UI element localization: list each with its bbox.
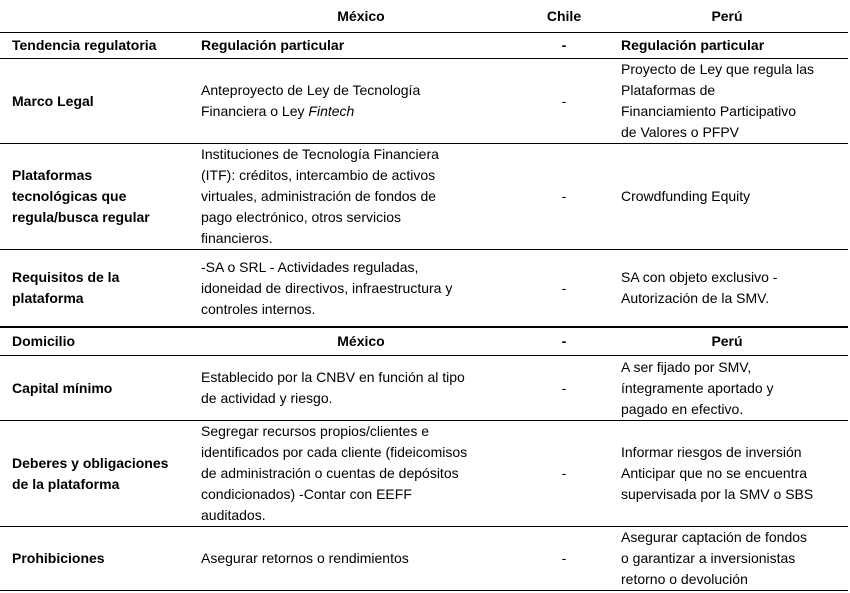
row-label-prohibiciones: Prohibiciones (12, 550, 105, 566)
mexico-marco-prefix: Anteproyecto de Ley de Tecnología Financiera o Ley (201, 82, 421, 119)
mexico-tendencia: Regulación particular (201, 37, 345, 53)
chile-plataformas: - (561, 188, 567, 204)
header-chile: Chile (546, 7, 582, 24)
header-peru: Perú (711, 7, 743, 24)
peru-plataformas: Crowdfunding Equity (621, 188, 751, 204)
mexico-marco (201, 59, 521, 143)
peru-requisitos: SA con objeto exclusivo - Autorización de la SMV. (621, 269, 778, 306)
header-mexico: México (337, 7, 385, 24)
row-label-plataformas: Plataformas tecnológicas que regula/busca regular (12, 167, 150, 225)
mexico-domicilio: México (337, 333, 385, 349)
mexico-deberes: Segregar recursos propios/clientes e identificados por cada cliente (fideicomisos de administración o cuentas de depósitos condicionados) -Contar con EEFF auditados. (201, 423, 468, 523)
peru-capital: A ser fijado por SMV, íntegramente aportado y pagado en efectivo. (621, 358, 774, 417)
rule-table-bottom (0, 590, 848, 591)
mexico-prohibiciones: Asegurar retornos o rendimientos (201, 550, 409, 566)
peru-prohibiciones: Asegurar captación de fondos o garantizar a inversionistas retorno o devolución (621, 529, 808, 587)
chile-capital: - (561, 379, 567, 396)
row-label-requisitos: Requisitos de la plataforma (12, 269, 120, 306)
peru-tendencia: Regulación particular (621, 37, 765, 53)
mexico-marco-text (201, 80, 420, 122)
chile-prohibiciones: - (561, 550, 567, 566)
mexico-plataformas: Instituciones de Tecnología Financiera (ITF): créditos, intercambio de activos virtuales, administración de fondos de pago electrónico, otros servicios financieros. (201, 146, 439, 246)
row-label-deberes: Deberes y obligaciones de la plataforma (12, 454, 169, 492)
mexico-requisitos: -SA o SRL - Actividades reguladas, idoneidad de directivos, infraestructura y controles internos. (201, 258, 453, 317)
mexico-marco-italic: Fintech (308, 103, 355, 119)
chile-deberes: - (561, 465, 567, 481)
row-label-capital: Capital mínimo (12, 379, 113, 396)
row-label-marco: Marco Legal (12, 92, 94, 109)
row-label-tendencia: Tendencia regulatoria (12, 37, 157, 53)
chile-domicilio: - (561, 333, 567, 349)
row-label-domicilio: Domicilio (12, 333, 76, 349)
peru-domicilio: Perú (711, 333, 743, 349)
mexico-capital: Establecido por la CNBV en función al tipo de actividad y riesgo. (201, 369, 465, 406)
peru-deberes: Informar riesgos de inversión Anticipar que no se encuentra supervisada por la SMV o SBS (621, 444, 814, 502)
chile-marco: - (561, 92, 567, 109)
chile-requisitos: - (561, 279, 567, 296)
peru-marco: Proyecto de Ley que regula las Plataformas de Financiamiento Participativo de Valores o PFPV (621, 61, 815, 140)
chile-tendencia: - (561, 37, 567, 53)
